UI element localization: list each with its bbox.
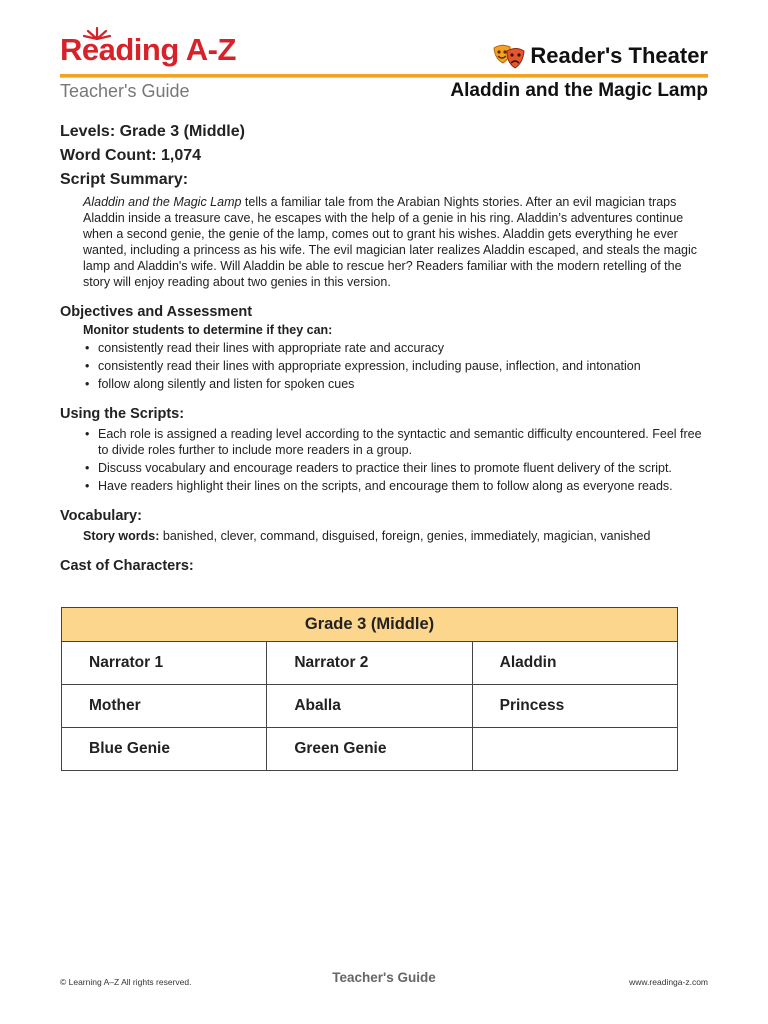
- story-words-list: banished, clever, command, disguised, foreign, genies, immediately, magician, vanished: [159, 529, 651, 543]
- story-words-label: Story words:: [83, 529, 160, 543]
- vocabulary-heading: Vocabulary:: [60, 508, 142, 524]
- cast-cell: Narrator 2: [267, 642, 472, 685]
- cast-cell: [472, 728, 677, 771]
- page-header: [60, 26, 708, 110]
- objectives-heading: Objectives and Assessment: [60, 304, 253, 320]
- header-divider-shadow: [60, 77, 708, 78]
- cast-header-row: [62, 608, 678, 642]
- cast-cell: Narrator 1: [62, 642, 267, 685]
- cast-heading: Cast of Characters:: [60, 558, 194, 574]
- grade-header: Grade 3 (Middle): [62, 608, 678, 642]
- using-scripts-list: [83, 426, 708, 494]
- guide-label: Teacher's Guide: [60, 81, 190, 101]
- cast-cell: Aballa: [267, 685, 472, 728]
- footer-guide-label: Teacher's Guide: [332, 970, 436, 985]
- objectives-list: [83, 340, 708, 392]
- summary-body: tells a familiar tale from the Arabian Nights stories. After an evil magician traps Aladdin inside a treasure cave, he escapes with the help of a genie in his ring. Aladdin’s adventures continue when a second genie, the genie of the lamp, comes out to grant his wishes. Aladdin gets everything he ever wanted, including a princess as his wife. The evil magician later realizes Aladdin escaped, and steals the magic lamp and Aladdin's wife. Will Aladdin be able to rescue her? Readers familiar with the modern retelling of the story will enjoy reading about two genies in this version.: [83, 195, 697, 289]
- cast-cell: Mother: [62, 685, 267, 728]
- readers-theater-title: Reader's Theater: [530, 43, 708, 68]
- script-summary-heading: Script Summary:: [60, 171, 189, 188]
- list-item: • follow along silently and listen for spoken cues: [83, 376, 708, 392]
- table-row: [62, 728, 678, 771]
- objectives-subheading: Monitor students to determine if they can:: [83, 323, 333, 337]
- table-row: [62, 685, 678, 728]
- list-item: • consistently read their lines with appropriate rate and accuracy: [83, 340, 708, 356]
- guide-content: [60, 120, 708, 576]
- word-count-line: Word Count: 1,074: [60, 147, 202, 164]
- readers-theater-logo: [492, 40, 708, 72]
- footer-url: www.readinga-z.com: [629, 977, 708, 987]
- cast-table: [61, 607, 678, 771]
- cast-cell: Princess: [472, 685, 677, 728]
- levels-line: Levels: Grade 3 (Middle): [60, 123, 245, 140]
- cast-cell: Green Genie: [267, 728, 472, 771]
- table-row: [62, 642, 678, 685]
- vocabulary-line: [83, 528, 708, 544]
- logo-text: Reading A-Z: [60, 32, 236, 67]
- list-item: • consistently read their lines with appropriate expression, including pause, inflection, and intonation: [83, 358, 708, 374]
- cast-cell: Blue Genie: [62, 728, 267, 771]
- script-summary-text: [83, 194, 708, 290]
- story-title: Aladdin and the Magic Lamp: [450, 80, 708, 101]
- list-item: • Discuss vocabulary and encourage readers to practice their lines to promote fluent delivery of the script.: [83, 460, 708, 476]
- list-item: • Each role is assigned a reading level according to the syntactic and semantic difficulty encountered. Feel free to divide roles further to include more readers in a group.: [83, 426, 708, 458]
- cast-cell: Aladdin: [472, 642, 677, 685]
- summary-book-title: Aladdin and the Magic Lamp: [83, 195, 242, 209]
- theater-masks-icon: [492, 42, 526, 70]
- footer-copyright: © Learning A–Z All rights reserved.: [60, 977, 192, 987]
- using-scripts-heading: Using the Scripts:: [60, 406, 185, 422]
- list-item: • Have readers highlight their lines on the scripts, and encourage them to follow along as everyone reads.: [83, 478, 708, 494]
